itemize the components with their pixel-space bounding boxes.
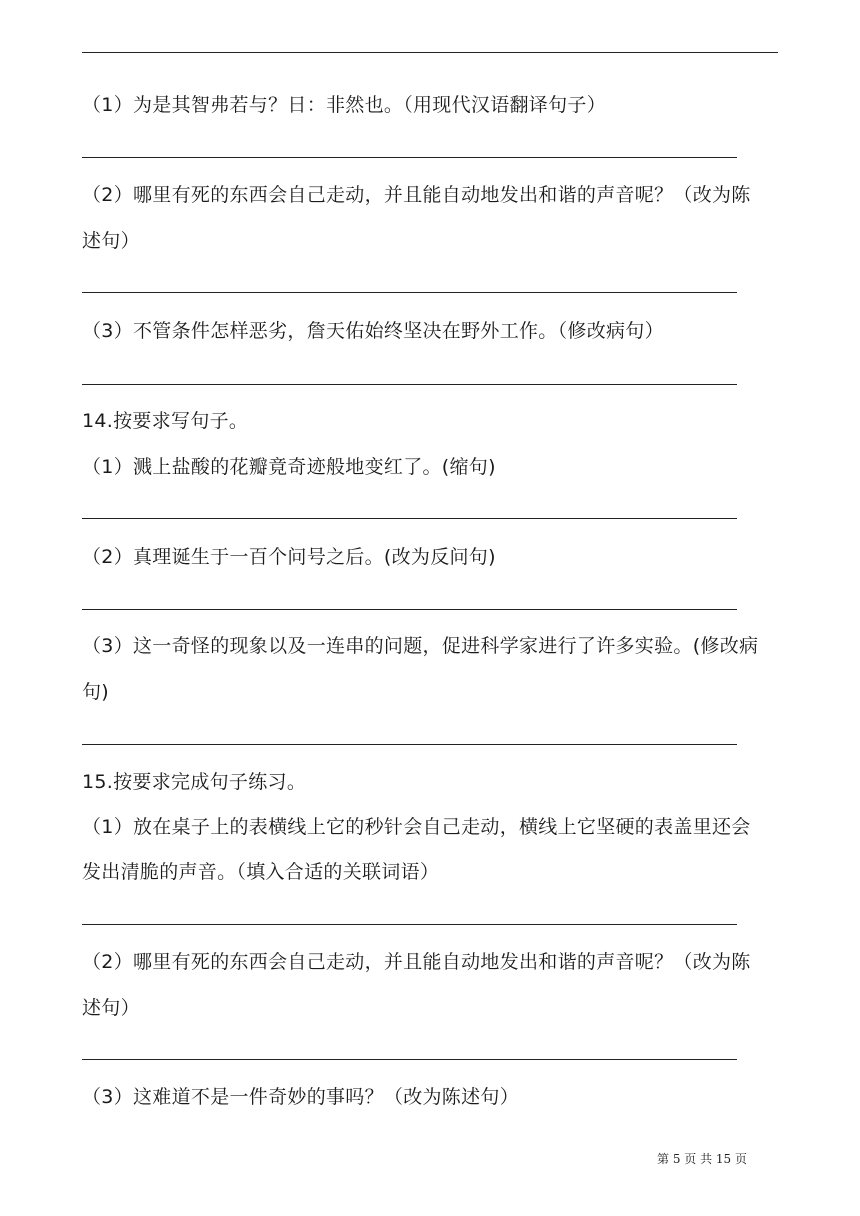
answer-line	[82, 292, 737, 293]
q15-item-1-line-2: 发出清脆的声音。（填入合适的关联词语）	[82, 861, 440, 883]
q14-item-3-line-1: （3）这一奇怪的现象以及一连串的问题，促进科学家进行了许多实验。(修改病	[82, 635, 759, 657]
answer-line	[82, 1059, 737, 1060]
q13-item-3: （3）不管条件怎样恶劣，詹天佑始终坚决在野外工作。（修改病句）	[82, 320, 664, 342]
answer-line	[82, 157, 737, 158]
q15-item-1-line-1: （1）放在桌子上的表横线上它的秒针会自己走动，横线上它坚硬的表盖里还会	[82, 816, 751, 838]
q14-item-2: （2）真理诞生于一百个问号之后。(改为反问句)	[82, 546, 496, 568]
top-answer-line	[82, 52, 778, 53]
answer-line	[82, 518, 737, 519]
q13-item-1: （1）为是其智弗若与？日：非然也。（用现代汉语翻译句子）	[82, 94, 606, 116]
q14-item-3-line-2: 句)	[82, 681, 110, 703]
q15-item-3: （3）这难道不是一件奇妙的事吗？（改为陈述句）	[82, 1086, 519, 1108]
q13-item-2-line-2: 述句）	[82, 230, 140, 252]
answer-line	[82, 744, 737, 745]
q14-heading: 14.按要求写句子。	[82, 410, 249, 432]
page-number: 第 5 页 共 15 页	[657, 1152, 747, 1166]
q14-item-1: （1）溅上盐酸的花瓣竟奇迹般地变红了。(缩句)	[82, 456, 496, 478]
q15-heading: 15.按要求完成句子练习。	[82, 771, 307, 793]
q15-item-2-line-2: 述句）	[82, 997, 140, 1019]
q13-item-2-line-1: （2）哪里有死的东西会自己走动，并且能自动地发出和谐的声音呢？（改为陈	[82, 184, 751, 206]
answer-line	[82, 609, 737, 610]
answer-line	[82, 924, 737, 925]
answer-line	[82, 384, 737, 385]
q15-item-2-line-1: （2）哪里有死的东西会自己走动，并且能自动地发出和谐的声音呢？（改为陈	[82, 951, 751, 973]
